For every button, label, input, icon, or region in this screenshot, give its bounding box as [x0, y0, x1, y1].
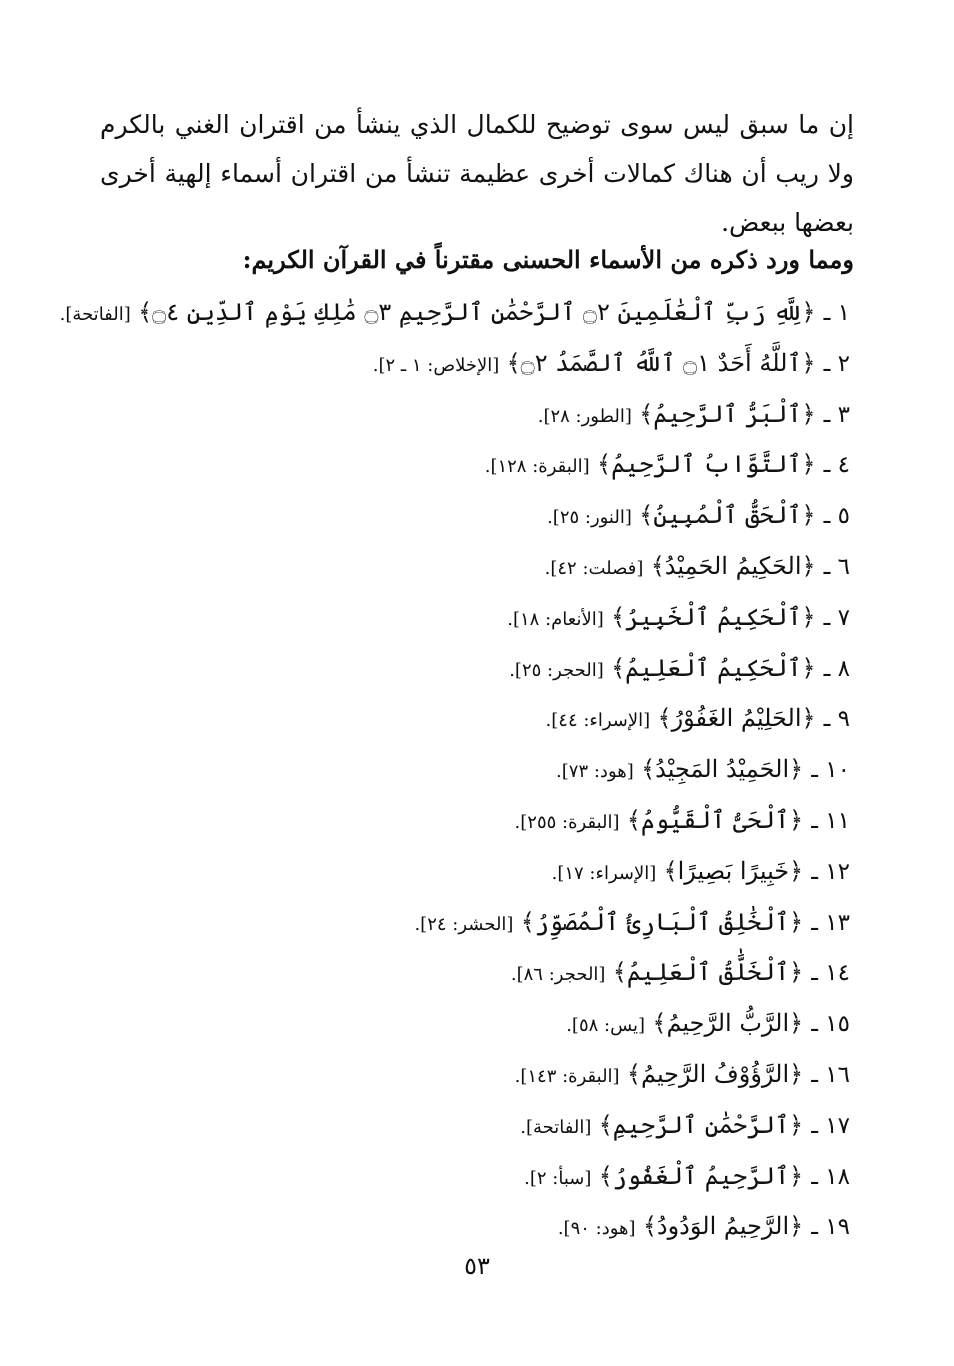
list-item: [90, 493, 850, 544]
intro-text: إن ما سبق ليس سوى توضيح للكمال الذي ينشأ من اقتران الغني بالكرم ولا ريب أن هناك كمالات أخرى عظيمة تنشأ من اقتران أسماء إلهية أخرى بعضها ببعض.: [100, 110, 854, 237]
item-number: ٧ ـ: [823, 604, 850, 631]
intro-paragraph: [100, 100, 854, 247]
item-verse: ﴿ٱلرَّحْمَٰنِ ٱلرَّحِيمِ﴾: [598, 1110, 804, 1139]
list-item: [90, 798, 850, 849]
item-number: ٦ ـ: [823, 553, 850, 580]
item-reference: [الحجر: ٨٦].: [510, 964, 606, 986]
list-item: [90, 392, 850, 443]
item-verse: ﴿ٱلْبَرُّ ٱلرَّحِيمُ﴾: [639, 399, 816, 428]
item-number: ١١ ـ: [811, 807, 850, 834]
item-reference: [يس: ٥٨].: [566, 1015, 646, 1037]
item-number: ١٧ ـ: [811, 1112, 850, 1139]
list-item: [90, 900, 850, 951]
item-verse: ﴿ٱلْحَىُّ ٱلْقَيُّومُ﴾: [626, 805, 804, 834]
item-number: ١٢ ـ: [811, 858, 850, 885]
item-number: ٤ ـ: [823, 452, 850, 479]
item-number: ٣ ـ: [823, 401, 850, 428]
item-verse: ﴿ٱلتَّوَّابُ ٱلرَّحِيمُ﴾: [597, 450, 816, 479]
list-item: [90, 544, 850, 595]
item-verse: ﴿الحَلِيْمُ الغَفُوْرُ﴾: [657, 704, 816, 733]
item-number: ١٨ ـ: [811, 1163, 850, 1190]
list-item: [59, 290, 850, 341]
list-item: [90, 849, 850, 900]
item-reference: [فصلت: ٤٢].: [544, 557, 644, 579]
item-reference: [الفاتحة].: [59, 304, 131, 325]
item-number: ١٤ ـ: [811, 960, 850, 987]
item-verse: ﴿ٱلْخَٰلِقُ ٱلْبَارِئُ ٱلْمُصَوِّرُ﴾: [520, 907, 804, 936]
item-verse: ﴿ٱلْحَكِيمُ ٱلْخَبِيرُ﴾: [611, 602, 816, 631]
item-verse: ﴿الحَمِيْدُ المَجِيْدُ﴾: [641, 755, 804, 784]
item-verse: ﴿ٱلْخَلَّٰقُ ٱلْعَلِيمُ﴾: [612, 958, 804, 987]
list-item: [90, 1103, 850, 1154]
item-reference: [الحجر: ٢٥].: [509, 659, 604, 681]
item-reference: [البقرة: ١٤٣].: [514, 1065, 620, 1087]
item-reference: [الطور: ٢٨].: [537, 405, 632, 427]
item-reference: [الحشر: ٢٤].: [414, 913, 514, 935]
item-number: ٢ ـ: [823, 350, 850, 377]
names-list: [59, 290, 850, 1255]
item-reference: [الأنعام: ١٨].: [507, 608, 604, 630]
list-item: [90, 341, 850, 392]
list-item: [90, 696, 850, 747]
item-reference: [النور: ٢٥].: [547, 507, 632, 529]
list-item: [90, 1154, 850, 1205]
item-number: ١٠ ـ: [811, 757, 850, 784]
list-item: [90, 747, 850, 798]
item-reference: [هود: ٧٣].: [556, 761, 634, 783]
item-number: ١٥ ـ: [811, 1011, 850, 1038]
item-reference: [هود: ٩٠].: [557, 1218, 636, 1240]
section-heading: ومما ورد ذكره من الأسماء الحسنى مقترناً في القرآن الكريم:: [242, 245, 854, 274]
item-number: ٥ ـ: [823, 503, 850, 530]
item-number: ٩ ـ: [823, 706, 850, 733]
page-number: ٥٣: [464, 1252, 490, 1280]
item-reference: [الإسراء: ١٧].: [551, 862, 657, 884]
item-verse: ﴿الرَّبُّ الرَّحِيمُ﴾: [652, 1009, 804, 1038]
item-verse: ﴿الرَّحِيمُ الوَدُودُ﴾: [642, 1212, 804, 1241]
list-item: [90, 1001, 850, 1052]
list-item: [90, 595, 850, 646]
item-verse: ﴿ٱلْحَقُّ ٱلْمُبِينُ﴾: [639, 501, 816, 530]
item-reference: [البقرة: ١٢٨].: [484, 456, 590, 478]
item-number: ١٦ ـ: [811, 1061, 850, 1088]
item-number: ١٩ ـ: [811, 1214, 850, 1241]
item-verse: ﴿الحَكِيمُ الحَمِيْدُ﴾: [650, 551, 816, 580]
item-number: ٨ ـ: [823, 655, 850, 682]
item-reference: [الإسراء: ٤٤].: [545, 710, 651, 732]
item-verse: ﴿الرَّؤُوْفُ الرَّحِيمُ﴾: [626, 1059, 804, 1088]
item-reference: [سبأ: ٢].: [524, 1167, 592, 1189]
item-reference: [الإخلاص: ١ ـ ٢].: [372, 354, 500, 376]
item-number: ١ ـ: [823, 300, 850, 326]
list-item: [90, 1052, 850, 1103]
item-reference: [الفاتحة].: [520, 1116, 592, 1138]
list-item: [90, 950, 850, 1001]
item-verse: ﴿ٱللَّهُ أَحَدٌ ۝١ ٱللَّهُ ٱلصَّمَدُ ۝٢﴾: [506, 348, 816, 377]
item-reference: [البقرة: ٢٥٥].: [514, 811, 620, 833]
list-item: [90, 1204, 850, 1255]
item-number: ١٣ ـ: [811, 909, 850, 936]
item-verse: ﴿ٱلرَّحِيمُ ٱلْغَفُورُ﴾: [598, 1161, 804, 1190]
item-verse: ﴿ٱلْحَكِيمُ ٱلْعَلِيمُ﴾: [611, 653, 816, 682]
list-item: [90, 442, 850, 493]
item-verse: ﴿خَبِيرًا بَصِيرًا﴾: [663, 856, 804, 885]
item-verse: ﴿لِلَّهِ رَبِّ ٱلْعَٰلَمِينَ ۝٢ ٱلرَّحْمَٰنِ ٱلرَّحِيمِ ۝٣ مَٰلِكِ يَوْمِ ٱلدِّينِ ۝٤﴾: [138, 298, 816, 326]
list-item: [90, 646, 850, 697]
